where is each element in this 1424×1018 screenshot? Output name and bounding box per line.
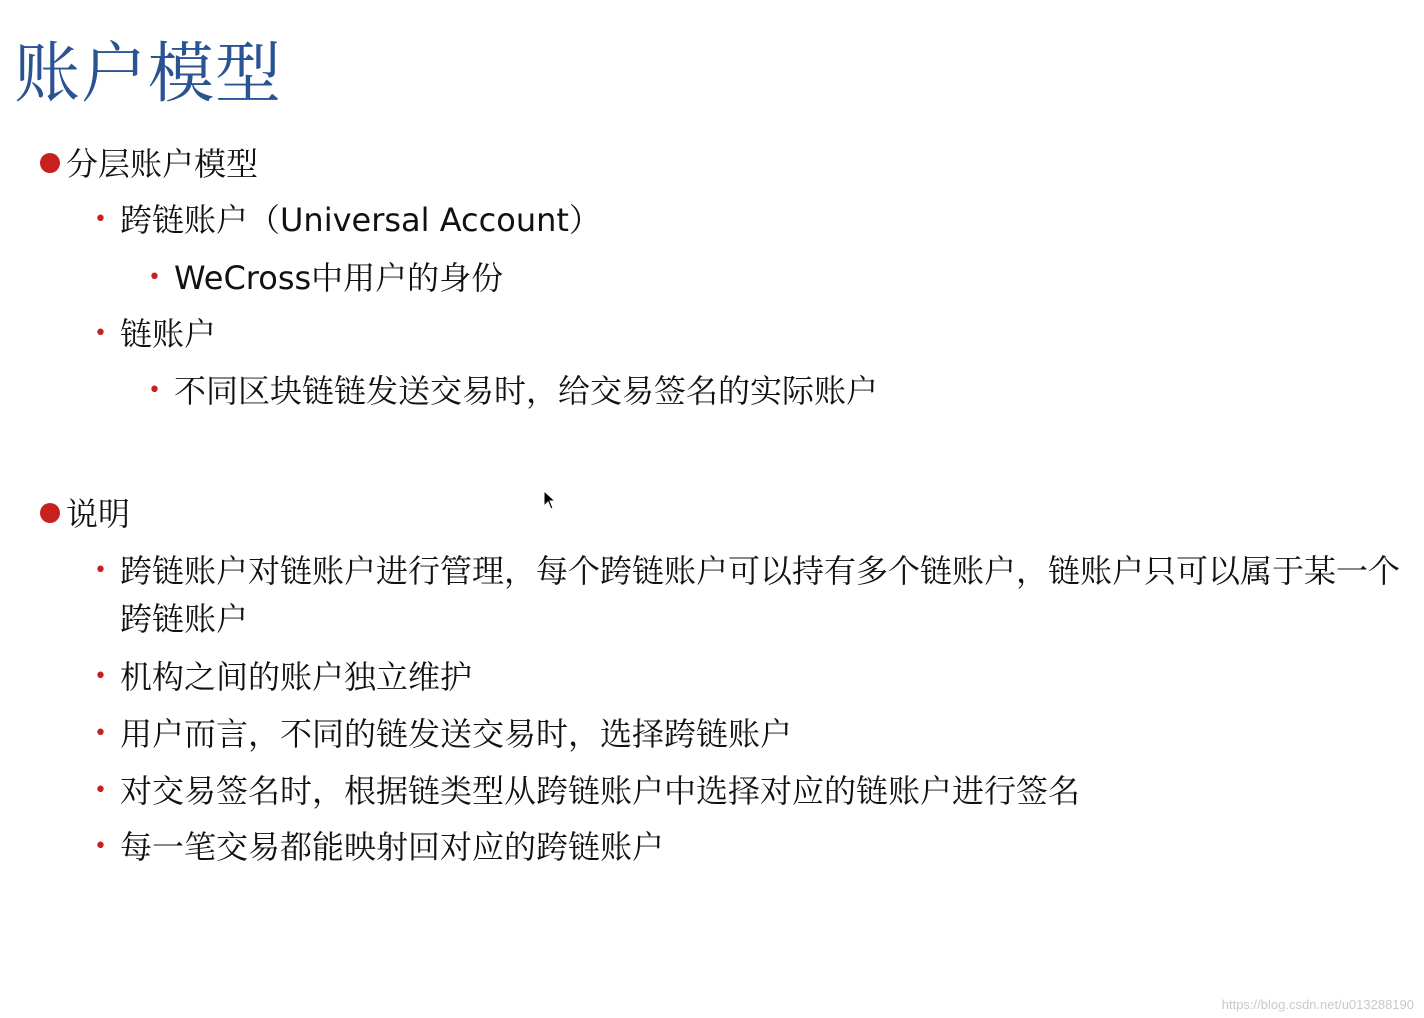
list-item-text: 机构之间的账户独立维护 <box>120 658 473 696</box>
watermark: https://blog.csdn.net/u013288190 <box>1221 997 1414 1012</box>
section-heading-layered-account <box>40 144 258 184</box>
section-heading-text: 说明 <box>66 495 131 533</box>
bullet: • <box>94 321 107 346</box>
section-bullet-dot <box>40 503 60 523</box>
bullet: • <box>148 378 161 403</box>
list-item-signing <box>94 771 1081 811</box>
list-item-chain-account <box>94 314 217 354</box>
list-item-text: 链账户 <box>120 315 217 353</box>
list-item-independent <box>94 657 473 697</box>
bullet: • <box>94 207 107 232</box>
section-heading-explanation <box>40 494 130 534</box>
list-item-text: 跨链账户（Universal Account） <box>120 201 601 239</box>
list-item-user-choice <box>94 714 793 754</box>
list-item-text: 不同区块链链发送交易时，给交易签名的实际账户 <box>174 372 879 410</box>
mouse-pointer-icon <box>543 490 557 512</box>
slide-title: 账户模型 <box>14 35 282 112</box>
list-item-text: 对交易签名时，根据链类型从跨链账户中选择对应的链账户进行签名 <box>120 772 1081 810</box>
list-item-universal-account <box>94 200 601 240</box>
bullet: • <box>94 834 107 859</box>
bullet: • <box>148 265 161 290</box>
section-bullet-dot <box>40 153 60 173</box>
list-item-chain-account-desc <box>148 371 879 411</box>
list-item-text: WeCross中用户的身份 <box>174 259 504 297</box>
list-item-mapping <box>94 827 665 867</box>
list-item-text: 跨链账户对链账户进行管理，每个跨链账户可以持有多个链账户，链账户只可以属于某一个跨链账户 <box>120 552 1401 638</box>
list-item-wecross-identity <box>148 258 504 298</box>
bullet: • <box>94 558 107 583</box>
list-item-text: 用户而言，不同的链发送交易时，选择跨链账户 <box>120 715 793 753</box>
list-item-management <box>94 547 1420 643</box>
bullet: • <box>94 778 107 803</box>
list-item-text: 每一笔交易都能映射回对应的跨链账户 <box>120 828 665 866</box>
bullet: • <box>94 721 107 746</box>
section-heading-text: 分层账户模型 <box>66 145 259 183</box>
bullet: • <box>94 664 107 689</box>
